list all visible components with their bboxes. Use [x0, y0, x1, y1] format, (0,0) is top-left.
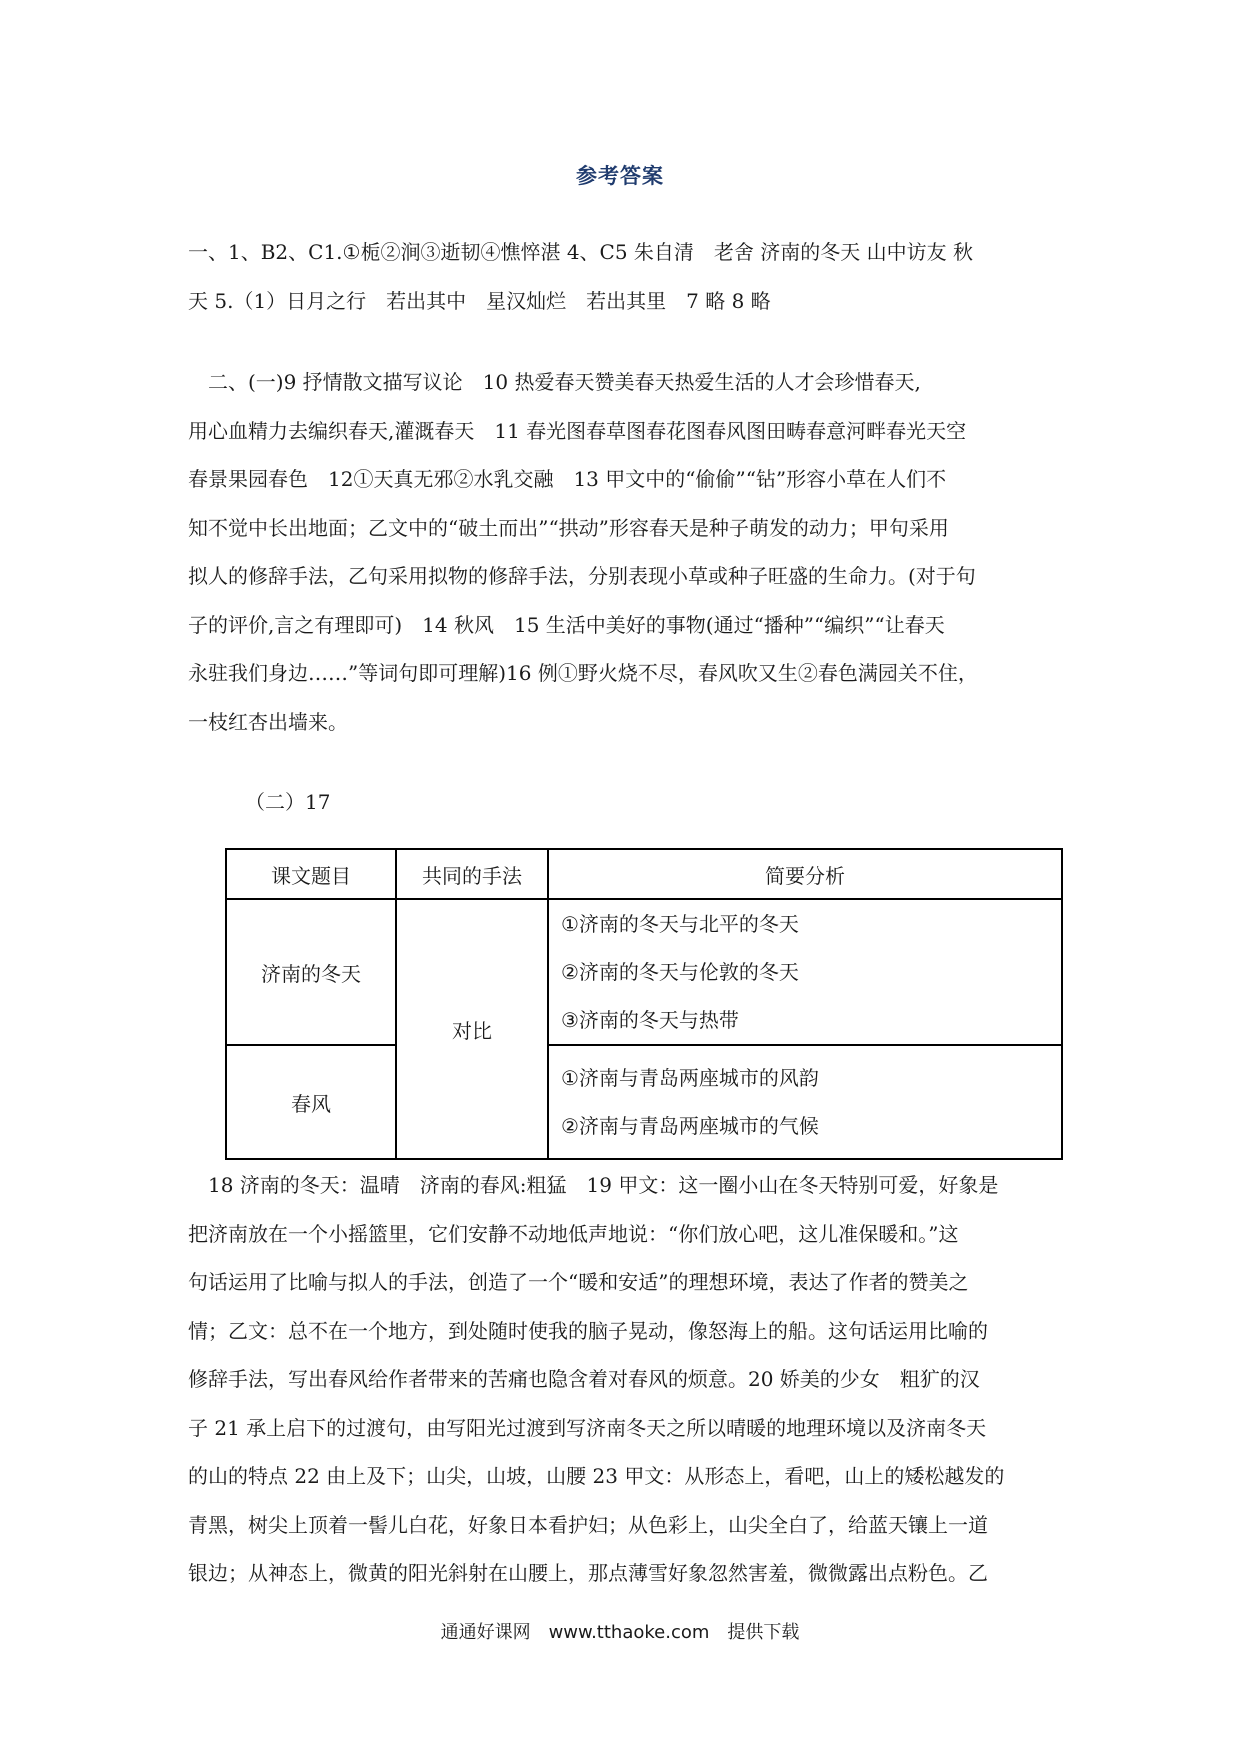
text-line: 的山的特点 22 由上及下；山尖，山坡，山腰 23 甲文：从形态上，看吧，山上的矮松越发的 — [188, 1464, 1005, 1488]
header-cell: 课文题目 — [226, 849, 396, 899]
text-line: 二、(一)9 抒情散文描写议论 10 热爱春天赞美春天热爱生活的人才会珍惜春天, — [188, 370, 921, 394]
text-line: （二）17 — [245, 790, 331, 814]
row-title-cell: 济南的冬天 — [226, 899, 396, 1045]
text-line: 拟人的修辞手法，乙句采用拟物的修辞手法，分别表现小草或种子旺盛的生命力。(对于句 — [188, 564, 976, 588]
header-cell: 简要分析 — [548, 849, 1062, 899]
text-line: 用心血精力去编织春天,灌溉春天 11 春光图春草图春花图春风图田畴春意河畔春光天空 — [188, 418, 967, 443]
text-line: 子的评价,言之有理即可) 14 秋风 15 生活中美好的事物(通过“播种”“编织”“让春天 — [188, 612, 945, 637]
analysis-item: ③济南的冬天与热带 — [561, 1008, 739, 1032]
text-line: 永驻我们身边……”等词句即可理解)16 例①野火烧不尽，春风吹又生②春色满园关不住， — [188, 661, 978, 685]
row-title-cell: 春风 — [226, 1045, 396, 1159]
text-line: 天 5.（1）日月之行 若出其中 星汉灿烂 若出其里 7 略 8 略 — [188, 288, 771, 313]
text-line: 银边；从神态上，微黄的阳光斜射在山腰上，那点薄雪好象忽然害羞，微微露出点粉色。乙 — [188, 1561, 988, 1585]
analysis-item: ①济南与青岛两座城市的风韵 — [561, 1066, 819, 1090]
text-line: 知不觉中长出地面；乙文中的“破土而出”“拱动”形容春天是种子萌发的动力；甲句采用 — [188, 515, 949, 540]
text-line: 子 21 承上启下的过渡句，由写阳光过渡到写济南冬天之所以晴暖的地理环境以及济南冬天 — [188, 1415, 987, 1440]
text-line: 把济南放在一个小摇篮里，它们安静不动地低声地说：“你们放心吧，这儿准保暖和。”这 — [188, 1221, 959, 1246]
text-line: 情；乙文：总不在一个地方，到处随时使我的脑子晃动，像怒海上的船。这句话运用比喻的 — [188, 1318, 988, 1343]
text-line: 一、1、B2、C1.①栀②涧③逝韧④憔悴湛 4、C5 朱自清 老舍 济南的冬天 山中访友 秋 — [188, 240, 973, 264]
analysis-item: ①济南的冬天与北平的冬天 — [561, 912, 799, 936]
section-3-label — [245, 778, 1115, 827]
page-title: 参考答案 — [576, 164, 664, 188]
analysis-cell — [548, 1045, 1062, 1159]
analysis-cell — [548, 899, 1062, 1045]
analysis-item: ②济南的冬天与伦敦的冬天 — [561, 960, 799, 984]
table-header-row — [226, 849, 1062, 899]
comparison-table — [225, 848, 1063, 1160]
text-line: 句话运用了比喻与拟人的手法，创造了一个“暖和安适”的理想环境，表达了作者的赞美之 — [188, 1270, 969, 1294]
table-row — [226, 899, 1062, 1045]
section-1-answers — [188, 228, 1058, 325]
table-row — [226, 1045, 1062, 1159]
analysis-item: ②济南与青岛两座城市的气候 — [561, 1114, 819, 1138]
text-line: 一枝红杏出墙来。 — [188, 709, 348, 734]
text-line: 青黑，树尖上顶着一髻儿白花，好象日本看护妇；从色彩上，山尖全白了，给蓝天镶上一道 — [188, 1512, 988, 1537]
text-line: 修辞手法，写出春风给作者带来的苦痛也隐含着对春风的烦意。20 娇美的少女 粗犷的汉 — [188, 1367, 980, 1391]
section-4-answers — [188, 1161, 1058, 1598]
text-line: 春景果园春色 12①天真无邪②水乳交融 13 甲文中的“偷偷”“钻”形容小草在人们不 — [188, 467, 947, 491]
header-cell: 共同的手法 — [396, 849, 548, 899]
page-footer: 通通好课网 www.tthaoke.com 提供下载 — [440, 1622, 800, 1643]
section-2-answers — [188, 358, 1058, 746]
shared-method-cell: 对比 — [396, 899, 548, 1159]
text-line: 18 济南的冬天：温晴 济南的春风:粗猛 19 甲文：这一圈小山在冬天特别可爱，好象是 — [188, 1173, 999, 1197]
